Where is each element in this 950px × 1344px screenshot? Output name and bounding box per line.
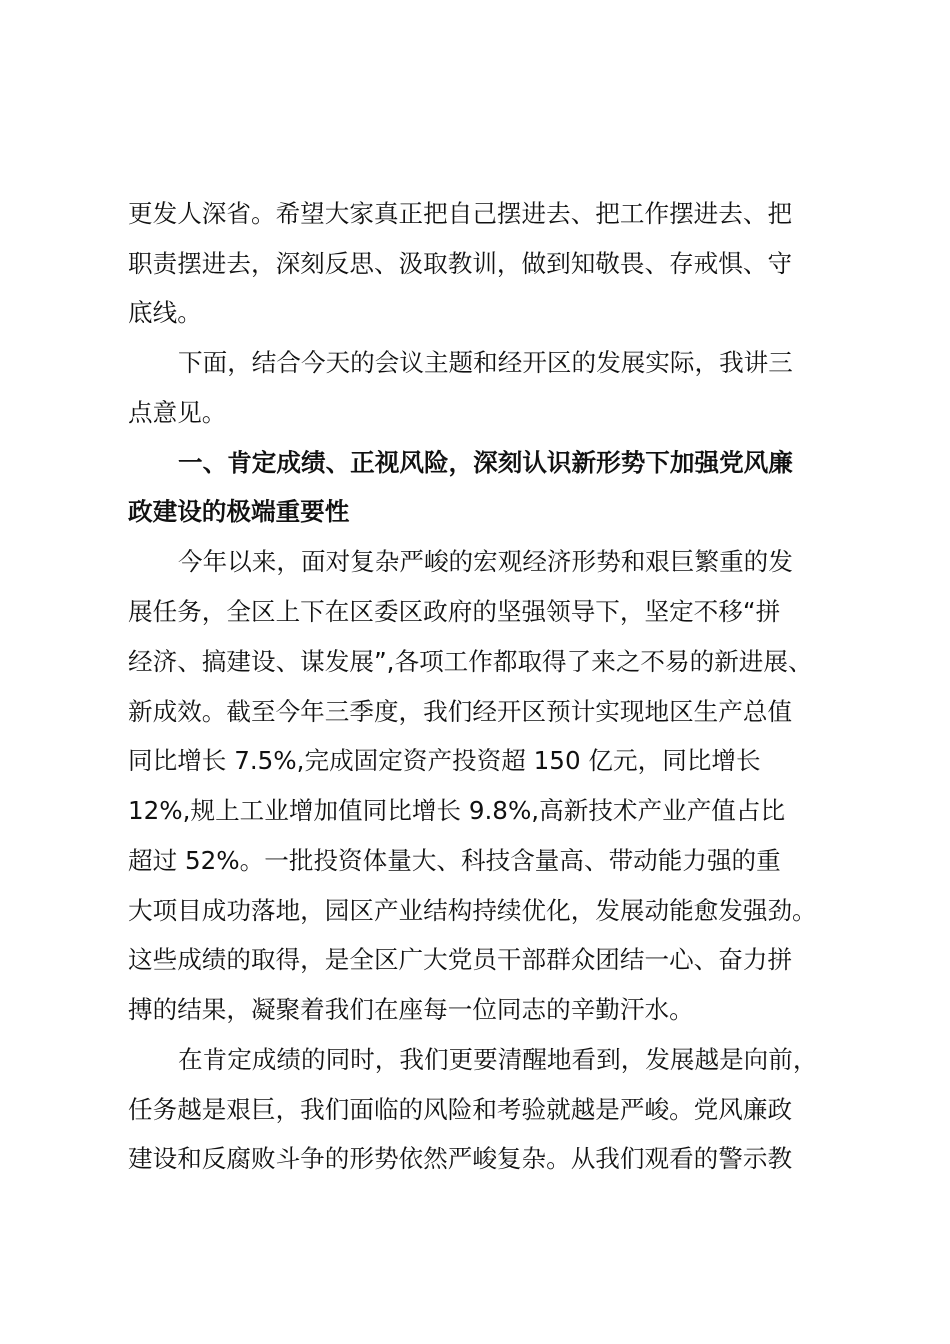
paragraph-1-line-3: 底线。 — [128, 298, 202, 327]
paragraph-4-line-2: 任务越是艰巨，我们面临的风险和考验就越是严峻。党风廉政 — [128, 1095, 793, 1124]
paragraph-3-line-3: 经济、搞建设、谋发展”,各项工作都取得了来之不易的新进展、 — [128, 647, 813, 676]
paragraph-4-line-1: 在肯定成绩的同时，我们更要清醒地看到，发展越是向前， — [178, 1045, 818, 1074]
paragraph-2-line-2: 点意见。 — [128, 398, 227, 427]
paragraph-3-line-4: 新成效。截至今年三季度，我们经开区预计实现地区生产总值 — [128, 697, 793, 726]
paragraph-3-line-1: 今年以来，面对复杂严峻的宏观经济形势和艰巨繁重的发 — [178, 547, 793, 576]
paragraph-3-line-9: 这些成绩的取得，是全区广大党员干部群众团结一心、奋力拼 — [128, 945, 793, 974]
paragraph-3-line-6: 12%,规上工业增加值同比增长 9.8%,高新技术产业产值占比 — [128, 796, 786, 825]
section-heading-line-2: 政建设的极端重要性 — [128, 497, 350, 526]
paragraph-1-line-1: 更发人深省。希望大家真正把自己摆进去、把工作摆进去、把 — [128, 199, 793, 228]
paragraph-3-line-5: 同比增长 7.5%,完成固定资产投资超 150 亿元，同比增长 — [128, 746, 761, 775]
section-heading-line-1: 一、肯定成绩、正视风险，深刻认识新形势下加强党风廉 — [178, 448, 793, 477]
paragraph-3-line-2: 展任务，全区上下在区委区政府的坚强领导下，坚定不移“拼 — [128, 597, 781, 626]
paragraph-2-line-1: 下面，结合今天的会议主题和经开区的发展实际，我讲三 — [178, 348, 793, 377]
paragraph-3-line-8: 大项目成功落地，园区产业结构持续优化，发展动能愈发强劲。 — [128, 896, 817, 925]
paragraph-3-line-10: 搏的结果，凝聚着我们在座每一位同志的辛勤汗水。 — [128, 995, 694, 1024]
paragraph-4-line-3: 建设和反腐败斗争的形势依然严峻复杂。从我们观看的警示教 — [128, 1144, 793, 1173]
paragraph-1-line-2: 职责摆进去，深刻反思、汲取教训，做到知敬畏、存戒惧、守 — [128, 249, 793, 278]
paragraph-3-line-7: 超过 52%。一批投资体量大、科技含量高、带动能力强的重 — [128, 846, 781, 875]
